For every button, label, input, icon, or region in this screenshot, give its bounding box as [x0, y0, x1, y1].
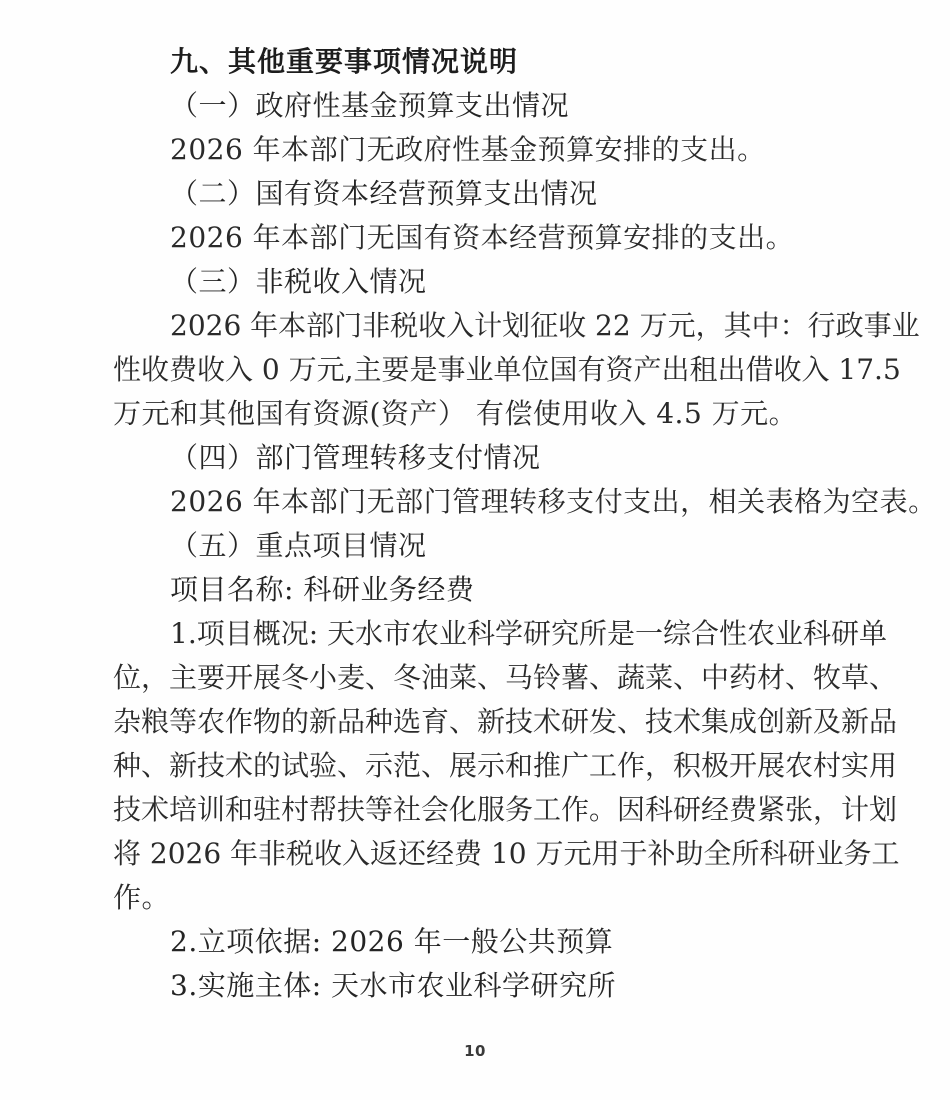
subsection-heading-4: （四）部门管理转移支付情况	[170, 441, 541, 474]
body-line: 将 2026 年非税收入返还经费 10 万元用于补助全所科研业务工	[113, 837, 900, 870]
project-name-line: 项目名称: 科研业务经费	[170, 573, 475, 606]
subsection-heading-2: （二）国有资本经营预算支出情况	[170, 177, 598, 210]
body-line: 种、新技术的试验、示范、展示和推广工作，积极开展农村实用	[113, 749, 898, 782]
section-heading: 九、其他重要事项情况说明	[170, 45, 519, 78]
subsection-heading-1: （一）政府性基金预算支出情况	[170, 89, 570, 122]
body-line: 2026 年本部门无国有资本经营预算安排的支出。	[170, 221, 795, 254]
body-line: 2026 年本部门无政府性基金预算安排的支出。	[170, 133, 766, 166]
project-implementer-line: 3.实施主体: 天水市农业科学研究所	[170, 969, 617, 1002]
project-basis-line: 2.立项依据: 2026 年一般公共预算	[170, 925, 614, 958]
subsection-heading-3: （三）非税收入情况	[170, 265, 427, 298]
body-line: 万元和其他国有资源(资产） 有偿使用收入 4.5 万元。	[113, 397, 798, 430]
body-line: 1.项目概况: 天水市农业科学研究所是一综合性农业科研单	[170, 617, 888, 650]
body-line: 2026 年本部门非税收入计划征收 22 万元，其中：行政事业	[170, 309, 920, 342]
body-line: 技术培训和驻村帮扶等社会化服务工作。因科研经费紧张，计划	[113, 793, 898, 826]
subsection-heading-5: （五）重点项目情况	[170, 529, 427, 562]
page-number: 10	[464, 1042, 486, 1060]
document-body	[113, 40, 937, 1008]
body-line: 作。	[113, 881, 171, 914]
body-line: 性收费收入 0 万元,主要是事业单位国有资产出租出借收入 17.5	[113, 353, 901, 386]
body-line: 2026 年本部门无部门管理转移支付支出，相关表格为空表。	[170, 485, 937, 518]
body-line: 杂粮等农作物的新品种选育、新技术研发、技术集成创新及新品	[113, 705, 898, 738]
body-line: 位，主要开展冬小麦、冬油菜、马铃薯、蔬菜、中药材、牧草、	[113, 661, 898, 694]
